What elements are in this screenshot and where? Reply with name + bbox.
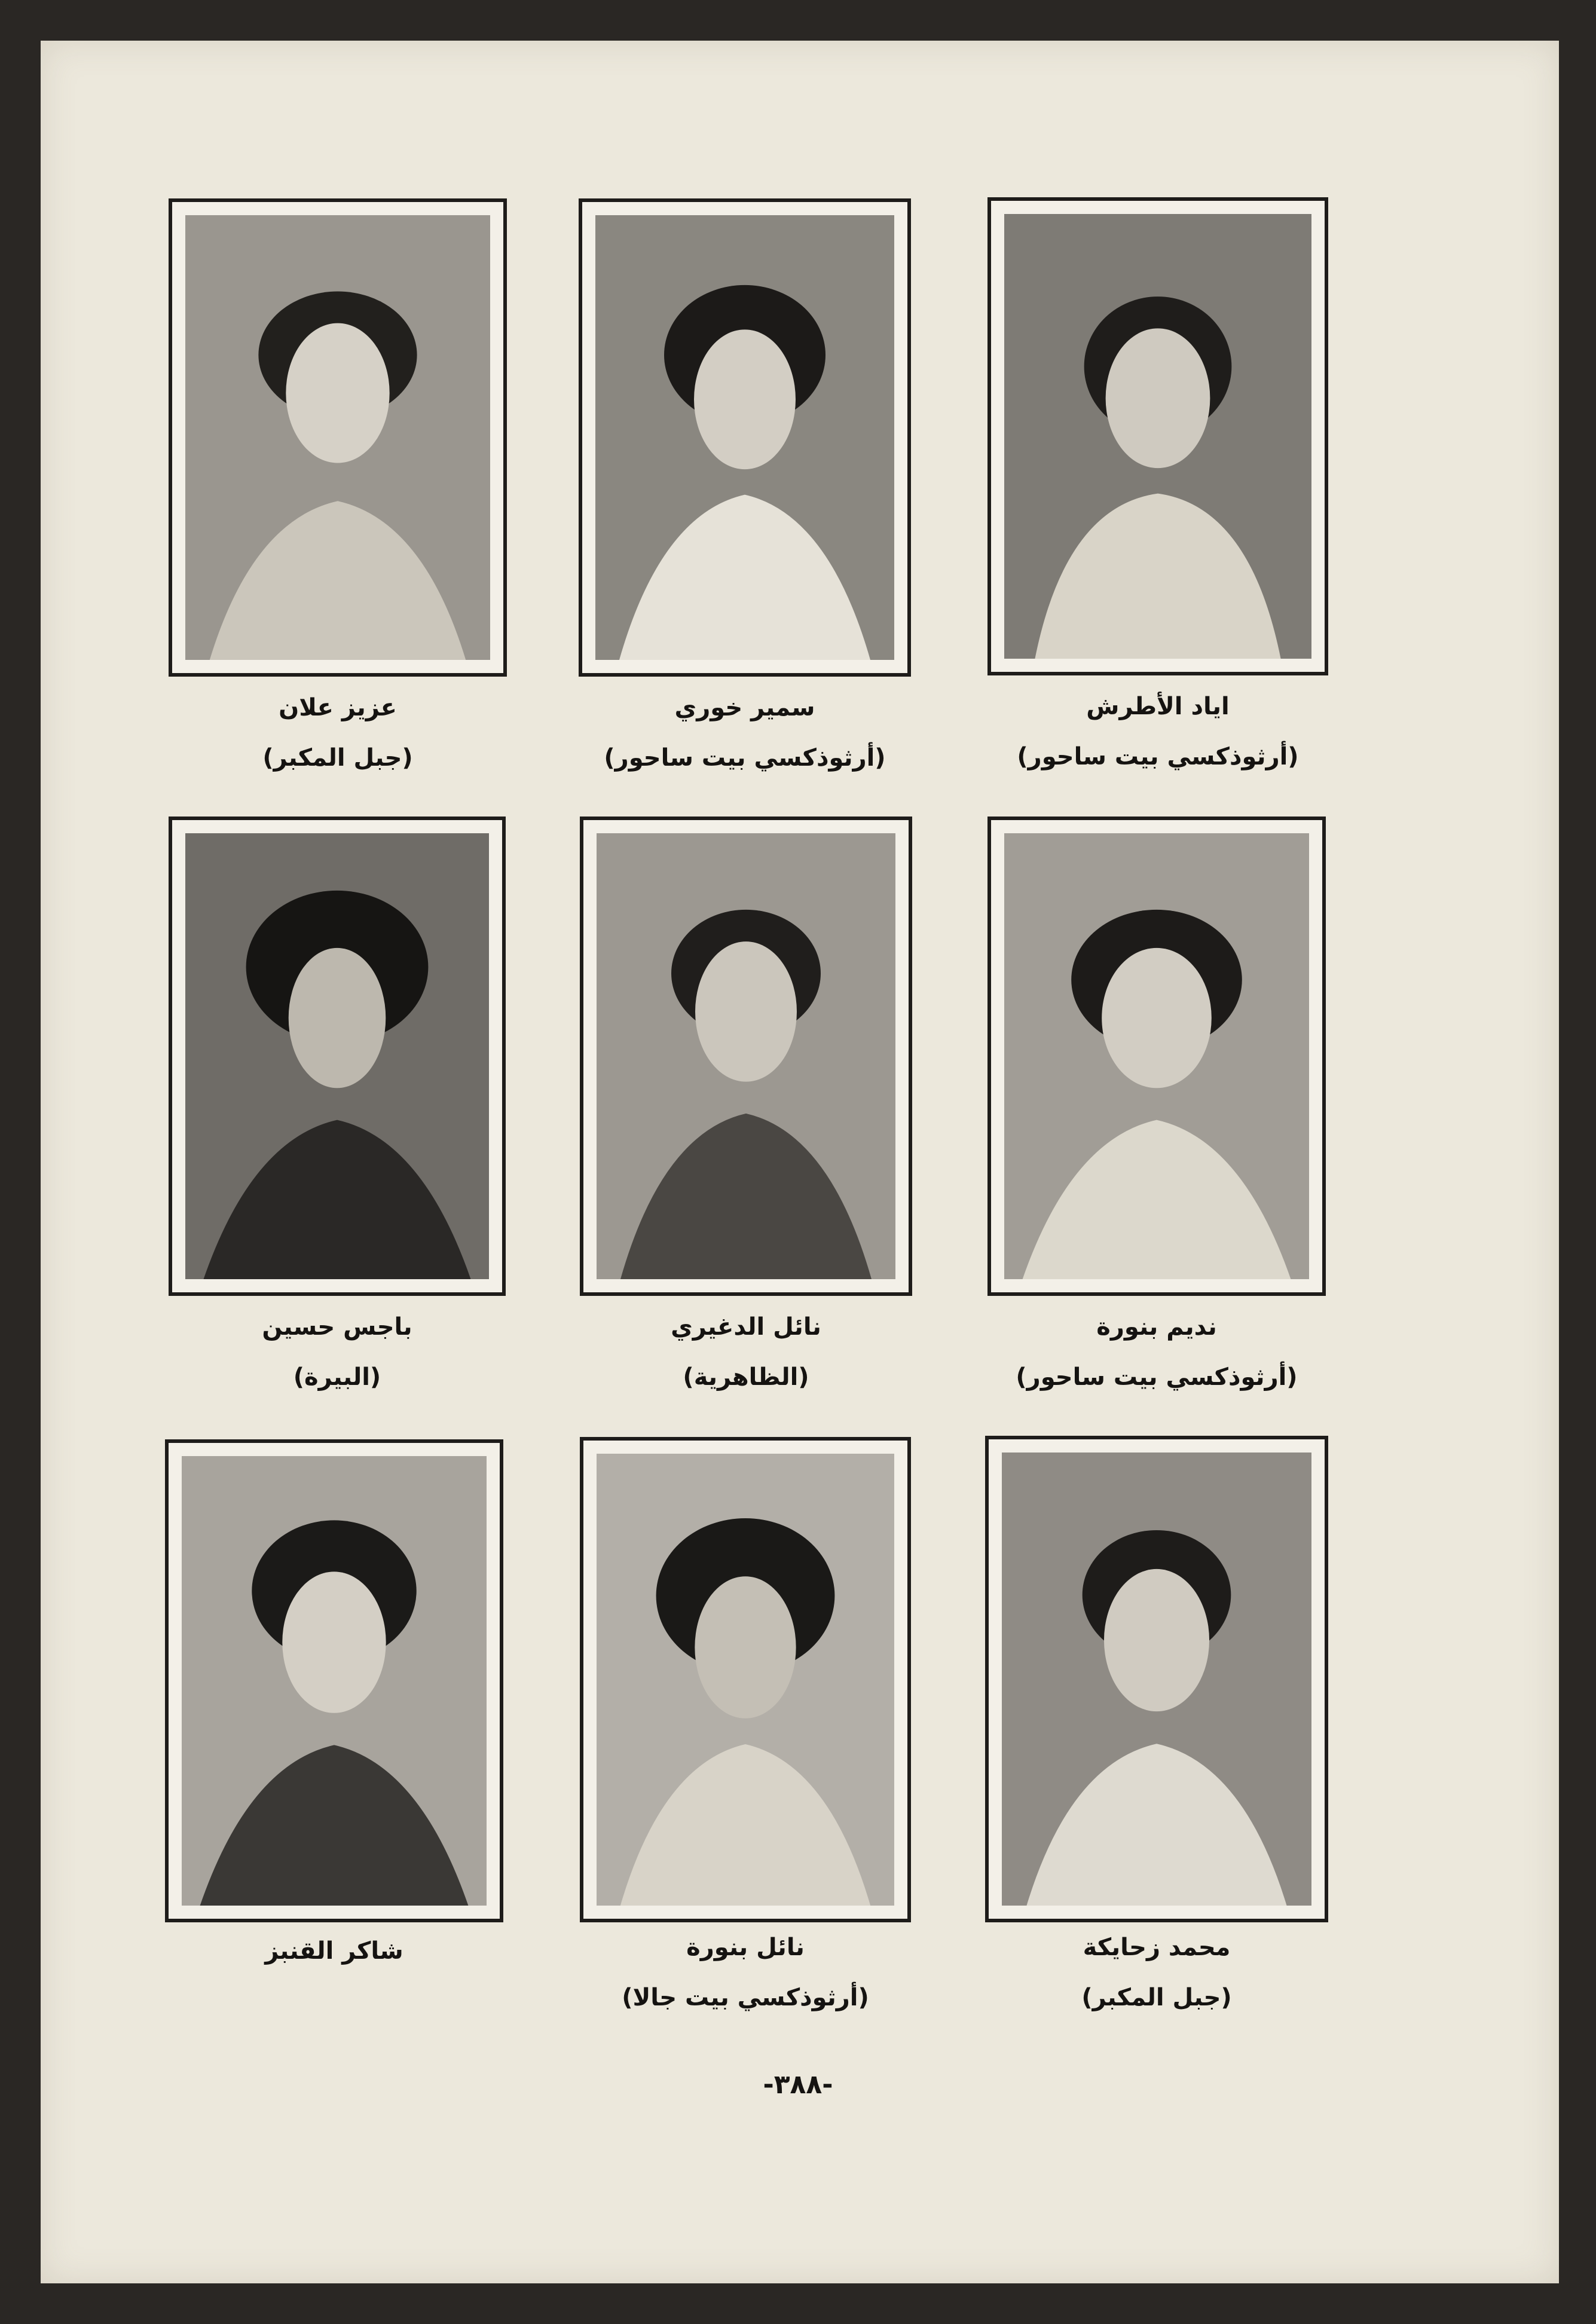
- photo-frame: [987, 817, 1326, 1296]
- portrait-photo: [595, 215, 894, 660]
- person-place: (أرثوذكسي بيت ساحور): [1017, 743, 1299, 770]
- person-place: (جبل المكبر): [1081, 1984, 1232, 2011]
- portrait-caption: [133, 1302, 542, 1402]
- portrait-caption: [129, 1926, 539, 1976]
- person-name: سمير خوري: [674, 694, 815, 721]
- portrait-caption: [544, 1922, 947, 2023]
- person-place: (أرثوذكسي بيت جالا): [622, 1984, 869, 2011]
- person-name: نديم بنورة: [1096, 1313, 1217, 1341]
- portrait-caption: [949, 1922, 1364, 2023]
- portrait-caption: [133, 683, 543, 783]
- portrait-card: [580, 817, 912, 1391]
- portrait-photo: [597, 833, 895, 1279]
- photo-frame: [165, 1439, 503, 1922]
- person-place: (الظاهرية): [683, 1363, 809, 1391]
- portrait-card: [987, 817, 1326, 1391]
- portrait-card: [987, 197, 1328, 770]
- person-place: (أرثوذكسي بيت ساحور): [604, 744, 886, 772]
- photo-frame: [985, 1436, 1328, 1922]
- portrait-card: [169, 817, 506, 1391]
- portrait-card: [165, 1439, 503, 1965]
- portrait-card: [169, 198, 507, 772]
- person-name: محمد زحايكة: [1083, 1934, 1231, 1961]
- person-place: (أرثوذكسي بيت ساحور): [1016, 1363, 1298, 1391]
- portrait-card: [579, 198, 911, 772]
- portrait-photo: [182, 1456, 487, 1906]
- person-place: (جبل المكبر): [262, 744, 413, 772]
- person-name: شاكر القنبز: [265, 1937, 403, 1965]
- portrait-photo: [185, 833, 489, 1279]
- photo-frame: [579, 198, 911, 677]
- portrait-card: [580, 1437, 911, 2011]
- portrait-caption: [544, 1302, 948, 1402]
- photo-frame: [169, 817, 506, 1296]
- portrait-photo: [1004, 214, 1311, 659]
- page-number: -٣٨٨-: [763, 2069, 833, 2100]
- portrait-photo: [597, 1454, 894, 1906]
- photo-frame: [169, 198, 507, 677]
- photo-frame: [580, 1437, 911, 1922]
- person-name: نائل الدغيري: [671, 1313, 821, 1341]
- photo-frame: [987, 197, 1328, 675]
- portrait-caption: [952, 1302, 1362, 1402]
- person-place: (البيرة): [293, 1363, 381, 1391]
- portrait-caption: [952, 681, 1364, 782]
- person-name: عزيز علان: [279, 694, 397, 721]
- photo-frame: [580, 817, 912, 1296]
- portrait-caption: [543, 683, 947, 783]
- portrait-photo: [1002, 1452, 1311, 1906]
- portrait-photo: [1004, 833, 1309, 1279]
- person-name: باجس حسين: [262, 1313, 412, 1341]
- portrait-photo: [185, 215, 490, 660]
- person-name: اياد الأطرش: [1086, 693, 1230, 720]
- person-name: نائل بنورة: [686, 1934, 805, 1961]
- portrait-card: [985, 1436, 1328, 2011]
